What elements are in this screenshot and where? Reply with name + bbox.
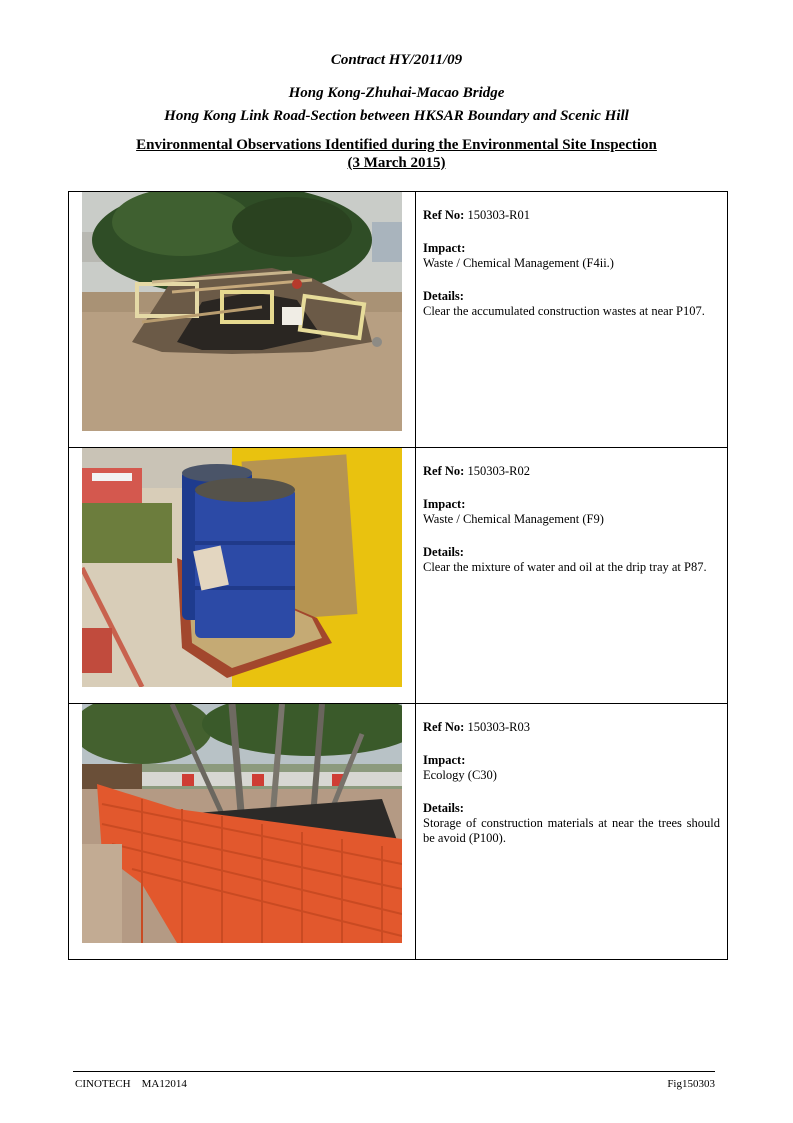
impact-value: Ecology (C30) — [423, 768, 497, 782]
impact-value: Waste / Chemical Management (F9) — [423, 512, 604, 526]
ref-label: Ref No: — [423, 464, 465, 478]
contract-number: Contract HY/2011/09 — [330, 52, 463, 68]
ref-label: Ref No: — [423, 720, 465, 734]
impact-value: Waste / Chemical Management (F4ii.) — [423, 256, 614, 270]
observations-table — [68, 191, 728, 960]
ref-number: 150303-R01 — [467, 208, 530, 222]
impact-label: Impact: — [423, 497, 466, 511]
ref-number: 150303-R03 — [467, 720, 530, 734]
details-label: Details: — [423, 801, 464, 815]
observation-row — [69, 192, 728, 448]
details-value: Clear the accumulated construction wastes at near P107. — [423, 304, 705, 318]
impact-label: Impact: — [423, 753, 466, 767]
section-name: Hong Kong Link Road-Section between HKSAR Boundary and Scenic Hill — [164, 108, 629, 124]
observation-row — [69, 448, 728, 704]
impact-label: Impact: — [423, 241, 466, 255]
ref-label: Ref No: — [423, 208, 465, 222]
observation-row — [69, 704, 728, 960]
site-photo-waste-pile — [82, 192, 402, 431]
observation-details-cell — [416, 448, 728, 704]
ref-number: 150303-R02 — [467, 464, 530, 478]
details-label: Details: — [423, 289, 464, 303]
photo-cell — [69, 704, 416, 960]
inspection-date: (3 March 2015) — [347, 155, 446, 171]
details-value: Clear the mixture of water and oil at the drip tray at P87. — [423, 560, 707, 574]
observation-details-cell — [416, 192, 728, 448]
footer-company: CINOTECH MA12014 — [75, 1078, 187, 1090]
footer-divider — [73, 1071, 715, 1072]
report-title: Environmental Observations Identified during the Environmental Site Inspection — [136, 137, 657, 153]
observation-details-cell — [416, 704, 728, 960]
site-photo-oil-drums — [82, 448, 402, 687]
photo-cell — [69, 192, 416, 448]
footer-figure-number: Fig150303 — [667, 1078, 715, 1090]
project-name: Hong Kong-Zhuhai-Macao Bridge — [288, 85, 505, 101]
photo-cell — [69, 448, 416, 704]
details-label: Details: — [423, 545, 464, 559]
details-value: Storage of construction materials at near the trees should be avoid (P100). — [423, 816, 720, 845]
site-photo-trees-materials — [82, 704, 402, 943]
